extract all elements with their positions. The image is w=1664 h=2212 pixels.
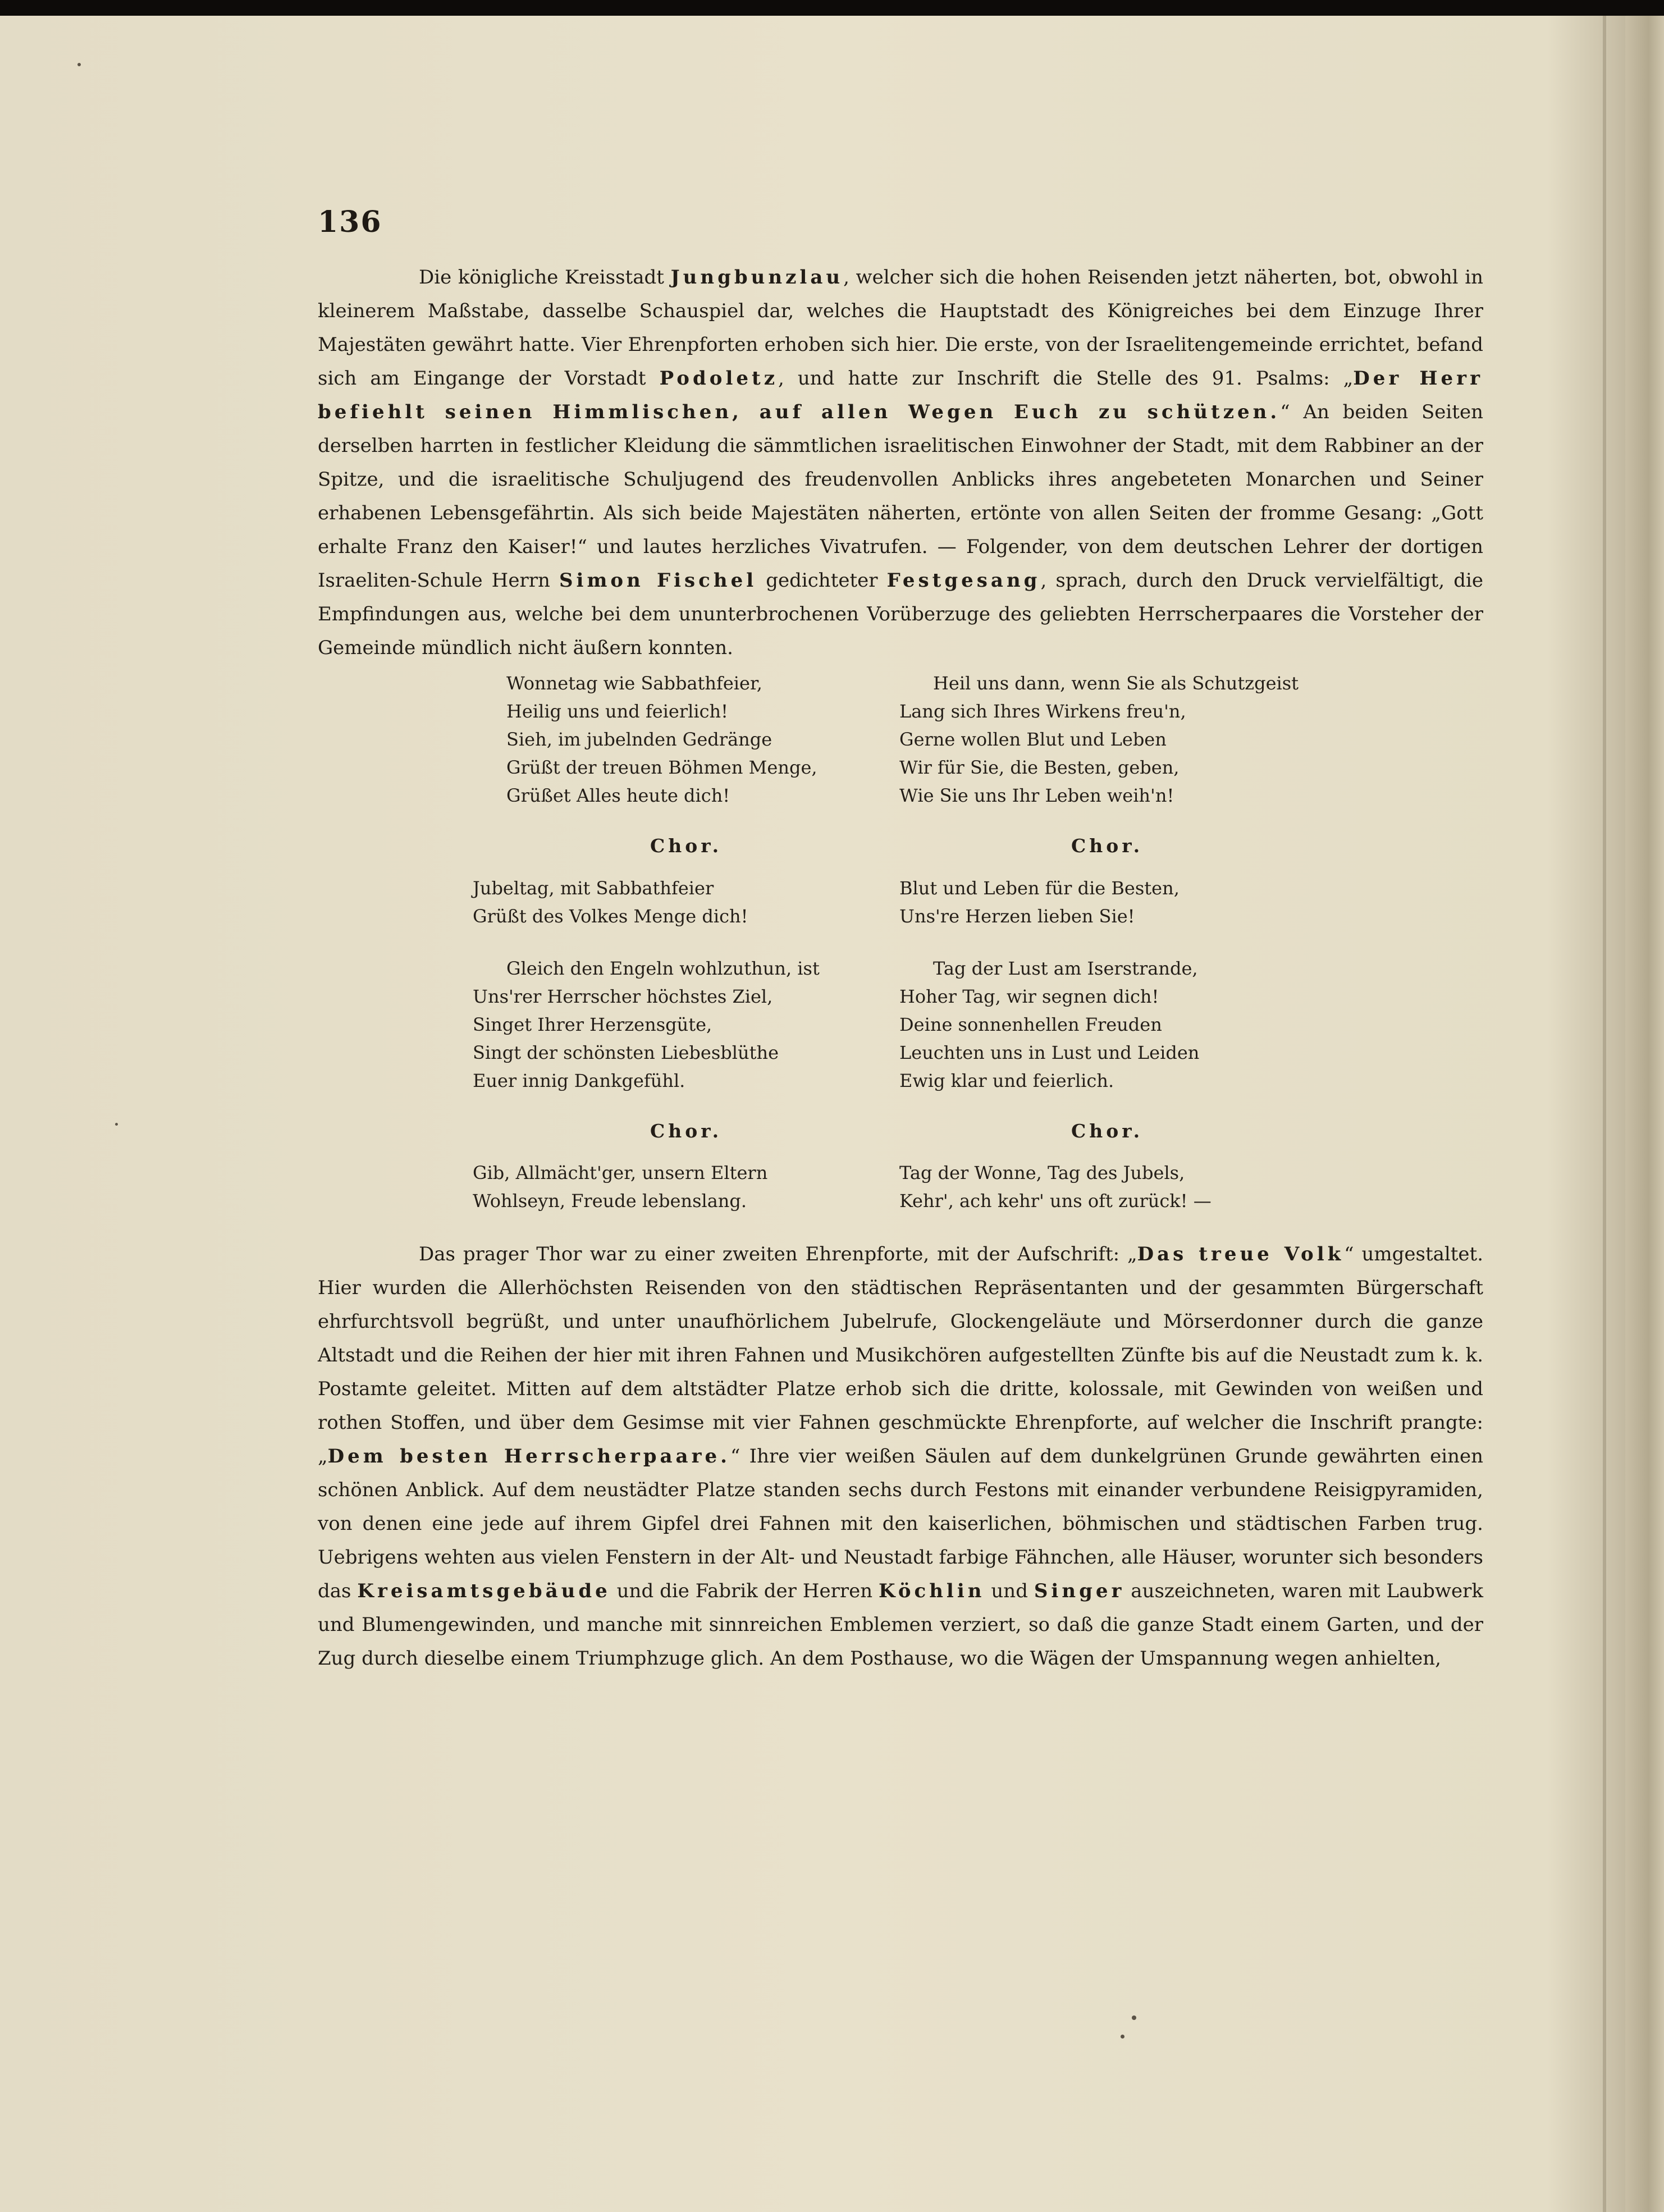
poem-line: Gib, Allmächt'ger, unsern Eltern: [473, 1162, 768, 1183]
paper-speck: [1132, 2016, 1136, 2020]
poem-line: Euer innig Dankgefühl.: [473, 1070, 685, 1091]
paper-speck: [1121, 2035, 1124, 2039]
paper-speck: [115, 1123, 118, 1126]
poem-line: Grüßet Alles heute dich!: [506, 785, 730, 806]
poem-line: Sieh, im jubelnden Gedränge: [506, 729, 772, 750]
chor-heading: Chor.: [1071, 1120, 1144, 1142]
poem-stanza: [473, 954, 820, 1095]
poem-line: Heil uns dann, wenn Sie als Schutzgeist: [933, 673, 1299, 694]
scan-top-border: [0, 0, 1664, 16]
poem-line: Singet Ihrer Herzensgüte,: [473, 1014, 712, 1035]
poem-line: Ewig klar und feierlich.: [899, 1070, 1114, 1091]
poem-line: Wir für Sie, die Besten, geben,: [899, 757, 1180, 778]
poem-chorus: [473, 874, 748, 930]
poem-line: Heilig uns und feierlich!: [506, 701, 728, 722]
poem-line: Tag der Lust am Iserstrande,: [933, 958, 1198, 979]
poem-line: Lang sich Ihres Wirkens freu'n,: [899, 701, 1186, 722]
poem-chorus: [473, 1159, 767, 1215]
chor-heading: Chor.: [650, 1120, 723, 1142]
poem-chorus: [899, 874, 1180, 930]
poem-line: Grüßt der treuen Böhmen Menge,: [506, 757, 817, 778]
poem-line: Uns're Herzen lieben Sie!: [899, 906, 1135, 927]
poem-line: Blut und Leben für die Besten,: [899, 878, 1180, 899]
poem-line: Wonnetag wie Sabbathfeier,: [506, 673, 762, 694]
poem-line: Tag der Wonne, Tag des Jubels,: [899, 1162, 1185, 1183]
poem-line: Wohlseyn, Freude lebenslang.: [473, 1190, 747, 1212]
poem-line: Grüßt des Volkes Menge dich!: [473, 906, 748, 927]
paper-speck: [77, 63, 81, 66]
poem-line: Deine sonnenhellen Freuden: [899, 1014, 1162, 1035]
poem-stanza: [899, 669, 1299, 810]
poem-line: Kehr', ach kehr' uns oft zurück! —: [899, 1190, 1212, 1212]
poem-line: Jubeltag, mit Sabbathfeier: [473, 878, 714, 899]
poem-line: Gleich den Engeln wohlzuthun, ist: [506, 958, 820, 979]
poem-stanza: [506, 669, 817, 810]
poem-line: Leuchten uns in Lust und Leiden: [899, 1042, 1200, 1063]
chor-heading: Chor.: [1071, 835, 1144, 857]
page-fold-line: [1603, 16, 1606, 2212]
page-edge: [1625, 16, 1664, 2212]
page-number: 136: [318, 205, 382, 239]
poem-line: Gerne wollen Blut und Leben: [899, 729, 1167, 750]
poem-line: Wie Sie uns Ihr Leben weih'n!: [899, 785, 1174, 806]
poem-stanza: [899, 954, 1200, 1095]
paragraph-prager-thor: Das prager Thor war zu einer zweiten Ehrenpforte, mit der Aufschrift: „Das treue Volk“ umgestaltet. Hier wurden die Allerhöchsten Reisenden von den städtischen Repräsentanten und der gesammten Bürgerschaft ehrfurchtsvoll begrüßt, und unter unaufhörlichem Jubelrufe, Glockengeläute und Mörserdonner durch die ganze Altstadt und die Reihen der hier mit ihren Fahnen und Musikchören aufgestellten Zünfte bis auf die Neustadt zum k. k. Postamte geleitet. Mitten auf dem altstädter Platze erhob sich die dritte, kolossale, mit Gewinden von weißen und rothen Stoffen, und über dem Gesimse mit vier Fahnen geschmückte Ehrenpforte, auf welcher die Inschrift prangte: „Dem besten Herrscherpaare.“ Ihre vier weißen Säulen auf dem dunkelgrünen Grunde gewährten einen schönen Anblick. Auf dem neustädter Platze standen sechs durch Festons mit einander verbundene Reisigpyramiden, von denen eine jede auf ihrem Gipfel drei Fahnen mit den kaiserlichen, böhmischen und städtischen Farben trug. Uebrigens wehten aus vielen Fenstern in der Alt- und Neustadt farbige Fähnchen, alle Häuser, worunter sich besonders das Kreisamtsgebäude und die Fabrik der Herren Köchlin und Singer auszeichneten, waren mit Laubwerk und Blumengewinden, und manche mit sinnreichen Emblemen verziert, so daß die ganze Stadt einem Garten, und der Zug durch dieselbe einem Triumphzuge glich. An dem Posthause, wo die Wägen der Umspannung wegen anhielten,: [318, 1243, 1484, 1670]
poem-line: Uns'rer Herrscher höchstes Ziel,: [473, 986, 773, 1007]
chor-heading: Chor.: [650, 835, 723, 857]
poem-line: Hoher Tag, wir segnen dich!: [899, 986, 1159, 1007]
poem-line: Singt der schönsten Liebesblüthe: [473, 1042, 779, 1063]
poem-chorus: [899, 1159, 1212, 1215]
paragraph-jungbunzlau: Die königliche Kreisstadt Jungbunzlau, welcher sich die hohen Reisenden jetzt näherten, bot, obwohl in kleinerem Maßstabe, dasselbe Schauspiel dar, welches die Hauptstadt des Königreiches bei dem Einzuge Ihrer Majestäten gewährt hatte. Vier Ehrenpforten erhoben sich hier. Die erste, von der Israelitengemeinde errichtet, befand sich am Eingange der Vorstadt Podoletz, und hatte zur Inschrift die Stelle des 91. Psalms: „Der Herr befiehlt seinen Himmlischen, auf allen Wegen Euch zu schützen.“ An beiden Seiten derselben harrten in festlicher Kleidung die sämmtlichen israelitischen Einwohner der Stadt, mit dem Rabbiner an der Spitze, und die israelitische Schuljugend des freudenvollen Anblicks ihres angebeteten Monarchen und Seiner erhabenen Lebensgefährtin. Als sich beide Majestäten näherten, ertönte von allen Seiten der fromme Gesang: „Gott erhalte Franz den Kaiser!“ und lautes herzliches Vivatrufen. — Folgender, von dem deutschen Lehrer der dortigen Israeliten-Schule Herrn Simon Fischel gedichteter Festgesang, sprach, durch den Druck vervielfältigt, die Empfindungen aus, welche bei dem ununterbrochenen Vorüberzuge des geliebten Herrscherpaares die Vorsteher der Gemeinde mündlich nicht äußern konnten.: [318, 266, 1484, 659]
